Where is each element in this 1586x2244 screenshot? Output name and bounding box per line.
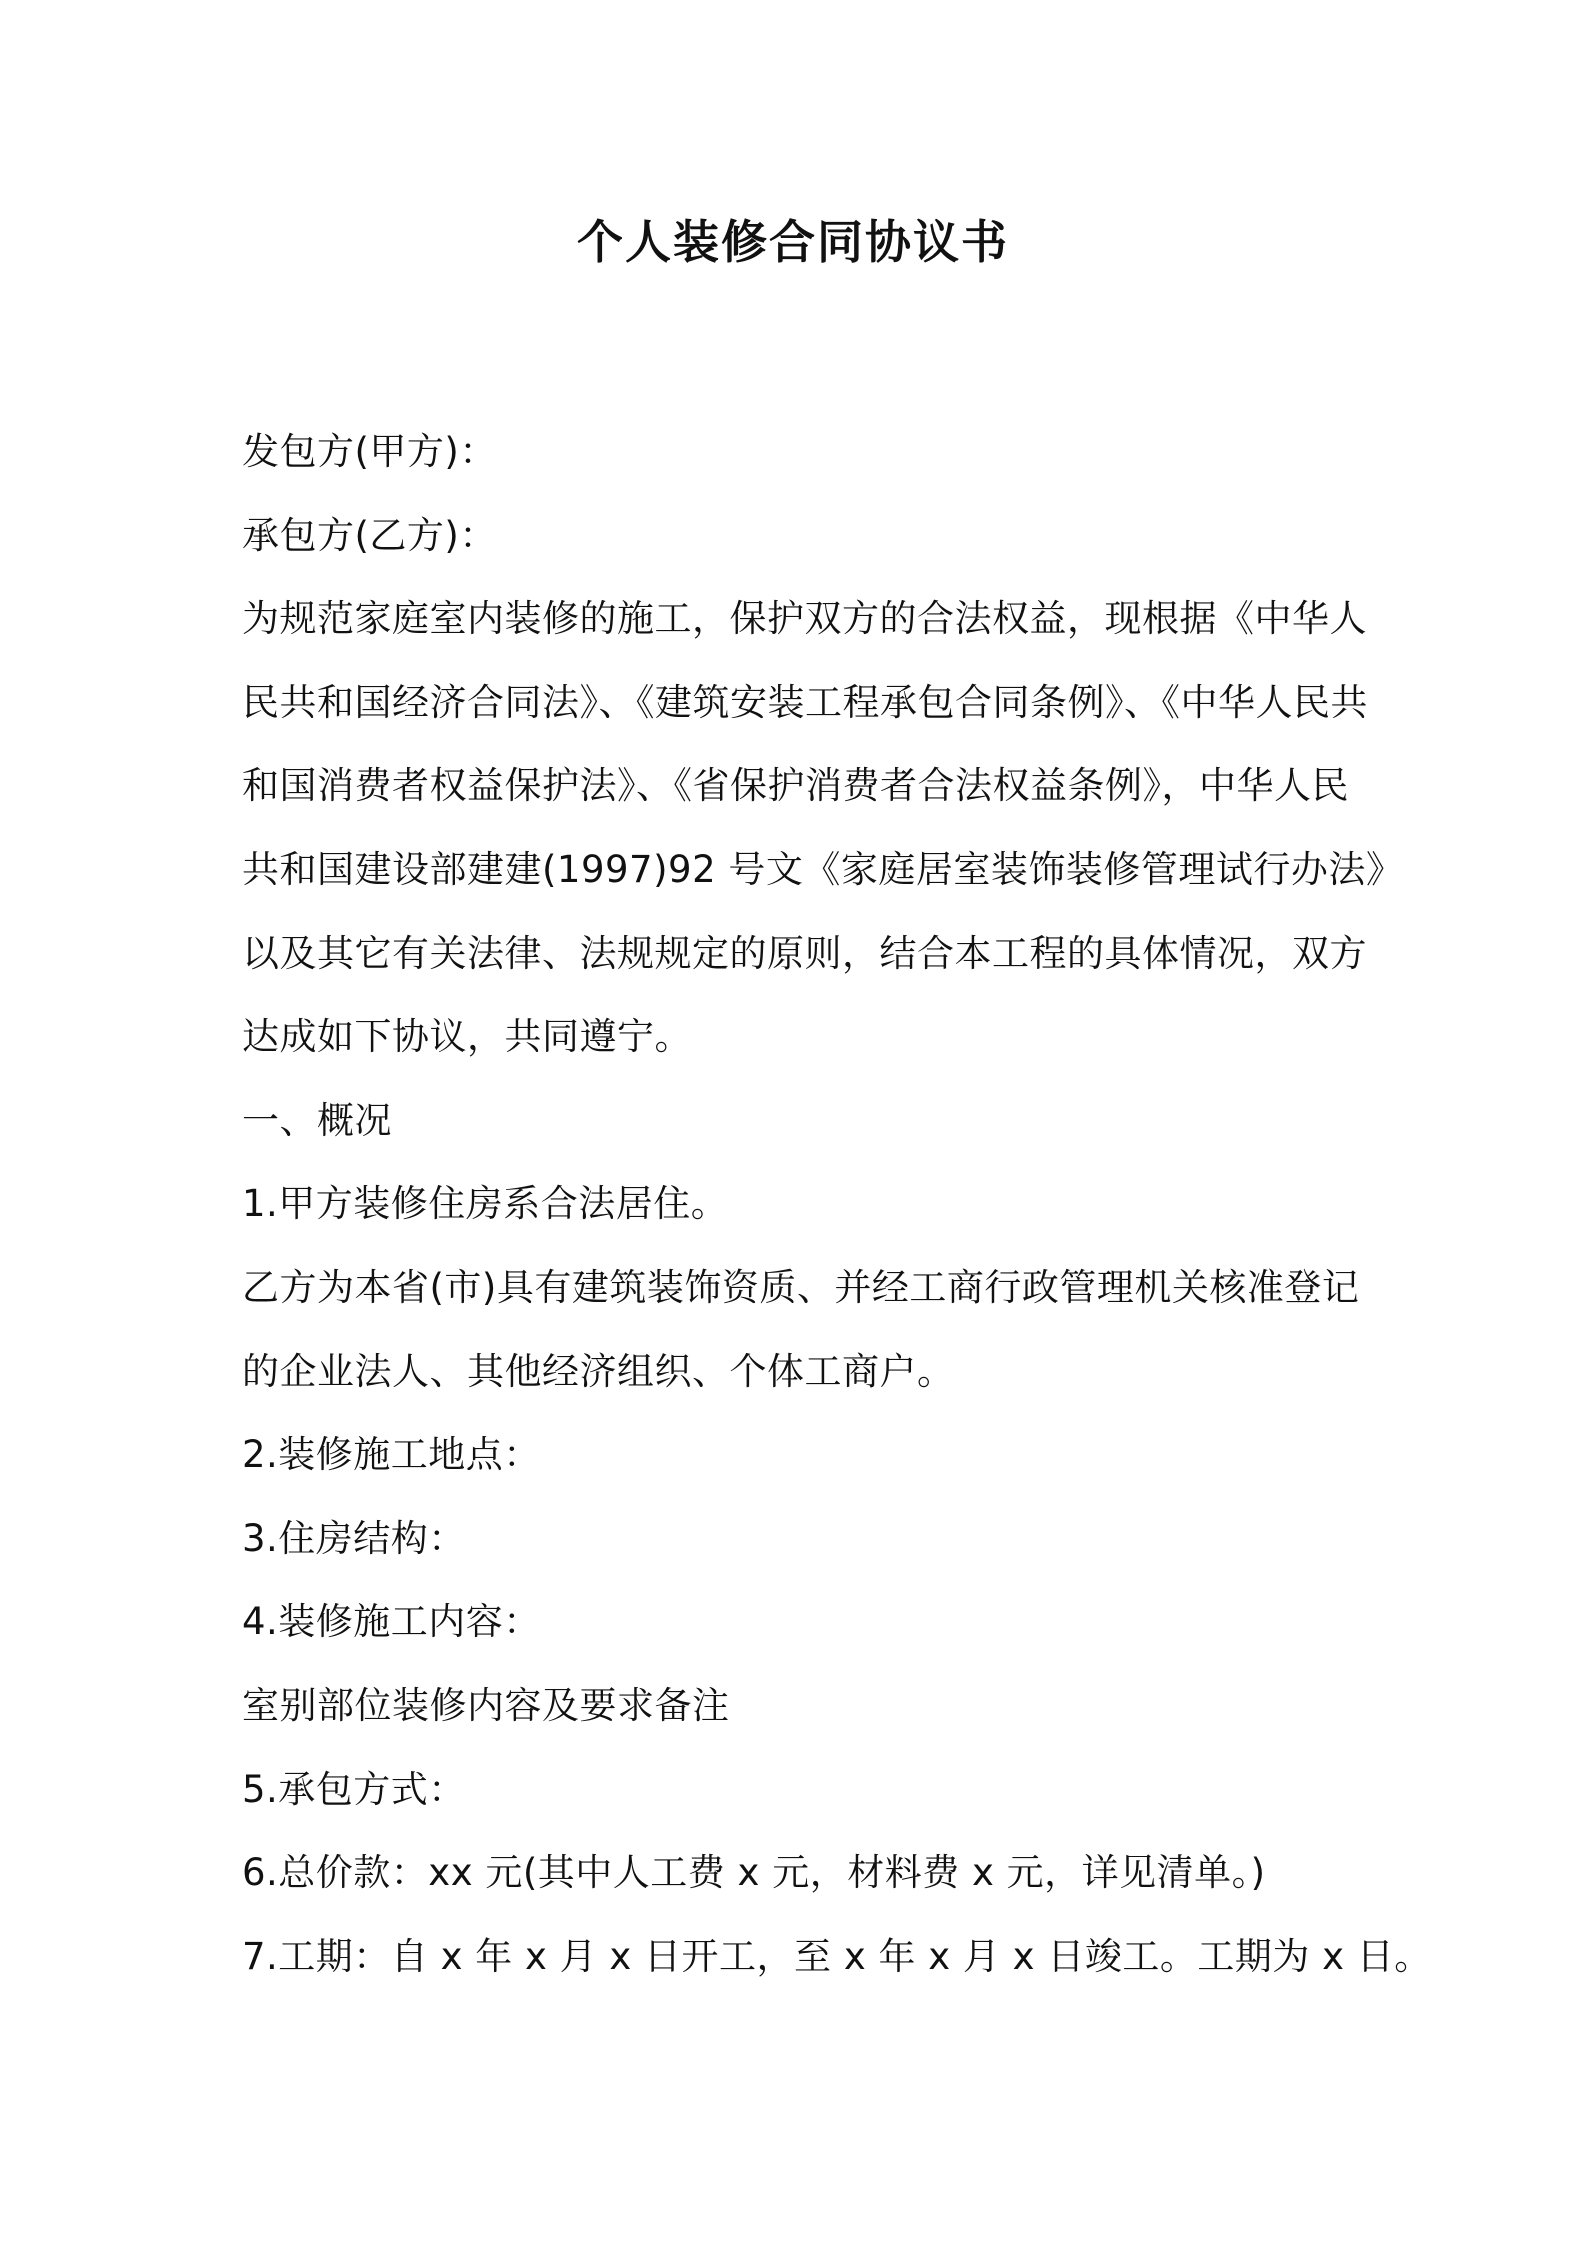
document-body <box>242 410 1432 1998</box>
party-b-line: 承包方(乙方)： <box>242 513 497 557</box>
preamble-line: 以及其它有关法律、法规规定的原则，结合本工程的具体情况，双方 <box>242 931 1367 975</box>
clause-line: 5.承包方式： <box>242 1767 466 1811</box>
clause-line: 6.总价款：xx 元(其中人工费 x 元，材料费 x 元，详见清单。) <box>242 1851 1266 1895</box>
clause-line: 4.装修施工内容： <box>242 1600 541 1644</box>
clause-line: 的企业法人、其他经济组织、个体工商户。 <box>242 1349 955 1393</box>
preamble-line: 共和国建设部建建(1997)92 号文《家庭居室装饰装修管理试行办法》 <box>242 847 1404 891</box>
preamble-line: 和国消费者权益保护法》、《省保护消费者合法权益条例》，中华人民 <box>242 764 1349 808</box>
party-a-line: 发包方(甲方)： <box>242 430 497 473</box>
preamble-line: 民共和国经济合同法》、《建筑安装工程承包合同条例》、《中华人民共 <box>242 680 1368 724</box>
clause-line: 室别部位装修内容及要求备注 <box>242 1683 730 1727</box>
section-heading: 一、概况 <box>242 1098 392 1142</box>
preamble-line: 为规范家庭室内装修的施工，保护双方的合法权益，现根据《中华人 <box>242 597 1367 641</box>
clause-line: 7.工期：自 x 年 x 月 x 日开工，至 x 年 x 月 x 日竣工。工期为 x 日。 <box>242 1934 1432 1978</box>
clause-line: 3.住房结构： <box>242 1516 466 1560</box>
document-title: 个人装修合同协议书 <box>577 215 1009 269</box>
clause-line: 2.装修施工地点： <box>242 1433 541 1477</box>
preamble-line: 达成如下协议，共同遵宁。 <box>242 1015 692 1059</box>
clause-line: 1.甲方装修住房系合法居住。 <box>242 1182 729 1226</box>
clause-line: 乙方为本省(市)具有建筑装饰资质、并经工商行政管理机关核准登记 <box>242 1265 1360 1309</box>
